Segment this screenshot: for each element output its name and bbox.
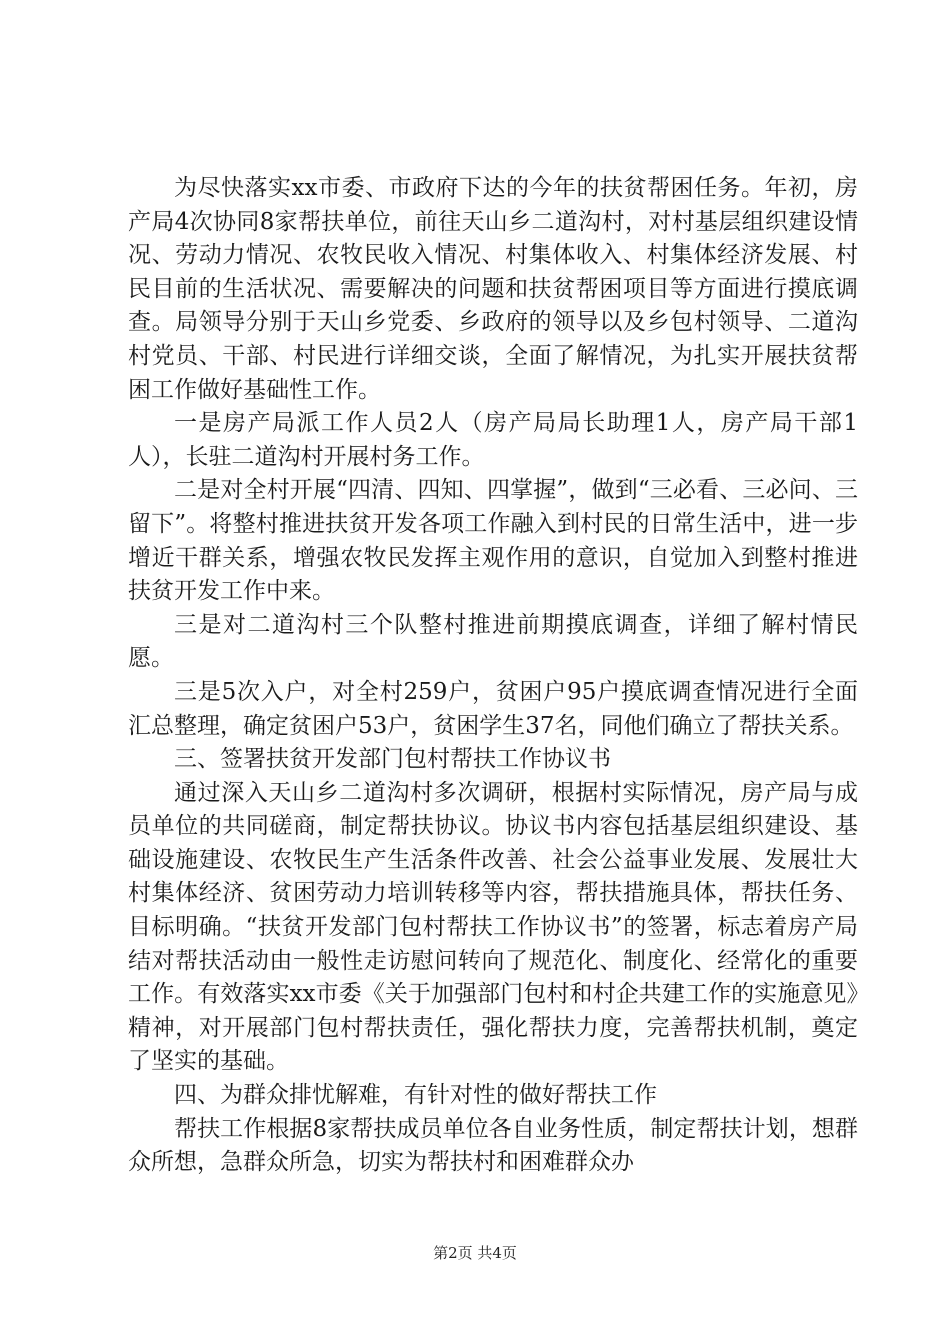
paragraph-item-2: 二是对全村开展“四清、四知、四掌握”，做到“三必看、三必问、三留下”。将整村推进扶贫开发各项工作融入到村民的日常生活中，进一步增近干群关系，增强农牧民发挥主观作用的意识，自觉加入到整村推进扶贫开发工作中来。 [128,477,858,605]
paragraph-item-1: 一是房产局派工作人员2人（房产局局长助理1人，房产局干部1人），长驻二道沟村开展村务工作。 [128,410,858,470]
paragraph-assistance: 帮扶工作根据8家帮扶成员单位各自业务性质，制定帮扶计划，想群众所想，急群众所急，切实为帮扶村和困难群众办 [128,1115,858,1176]
paragraph-item-3: 三是对二道沟村三个队整村推进前期摸底调查，详细了解村情民愿。 [128,611,858,672]
paragraph-agreement: 通过深入天山乡二道沟村多次调研，根据村实际情况，房产局与成员单位的共同磋商，制定帮扶协议。协议书内容包括基层组织建设、基础设施建设、农牧民生产生活条件改善、社会公益事业发展、发展壮大村集体经济、贫困劳动力培训转移等内容，帮扶措施具体，帮扶任务、目标明确。“扶贫开发部门包村帮扶工作协议书”的签署，标志着房产局结对帮扶活动由一般性走访慰问转向了规范化、制度化、经常化的重要工作。有效落实xx市委《关于加强部门包村和村企共建工作的实施意见》精神，对开展部门包村帮扶责任，强化帮扶力度，完善帮扶机制，奠定了坚实的基础。 [128,779,858,1075]
paragraph-item-4: 三是5次入户，对全村259户，贫困户95户摸底调查情况进行全面汇总整理，确定贫困户53户，贫困学生37名，同他们确立了帮扶关系。 [128,678,858,739]
section-heading-4: 四、为群众排忧解难，有针对性的做好帮扶工作 [174,1082,657,1109]
document-body [128,172,858,1180]
paragraph-intro: 为尽快落实xx市委、市政府下达的今年的扶贫帮困任务。年初，房产局4次协同8家帮扶单位，前往天山乡二道沟村，对村基层组织建设情况、劳动力情况、农牧民收入情况、村集体收入、村集体经济发展、村民目前的生活状况、需要解决的问题和扶贫帮困项目等方面进行摸底调查。局领导分别于天山乡党委、乡政府的领导以及乡包村领导、二道沟村党员、干部、村民进行详细交谈，全面了解情况，为扎实开展扶贫帮困工作做好基础性工作。 [128,175,858,403]
section-heading-3: 三、签署扶贫开发部门包村帮扶工作协议书 [174,746,611,773]
page-footer: 第2页 共4页 [433,1244,517,1262]
